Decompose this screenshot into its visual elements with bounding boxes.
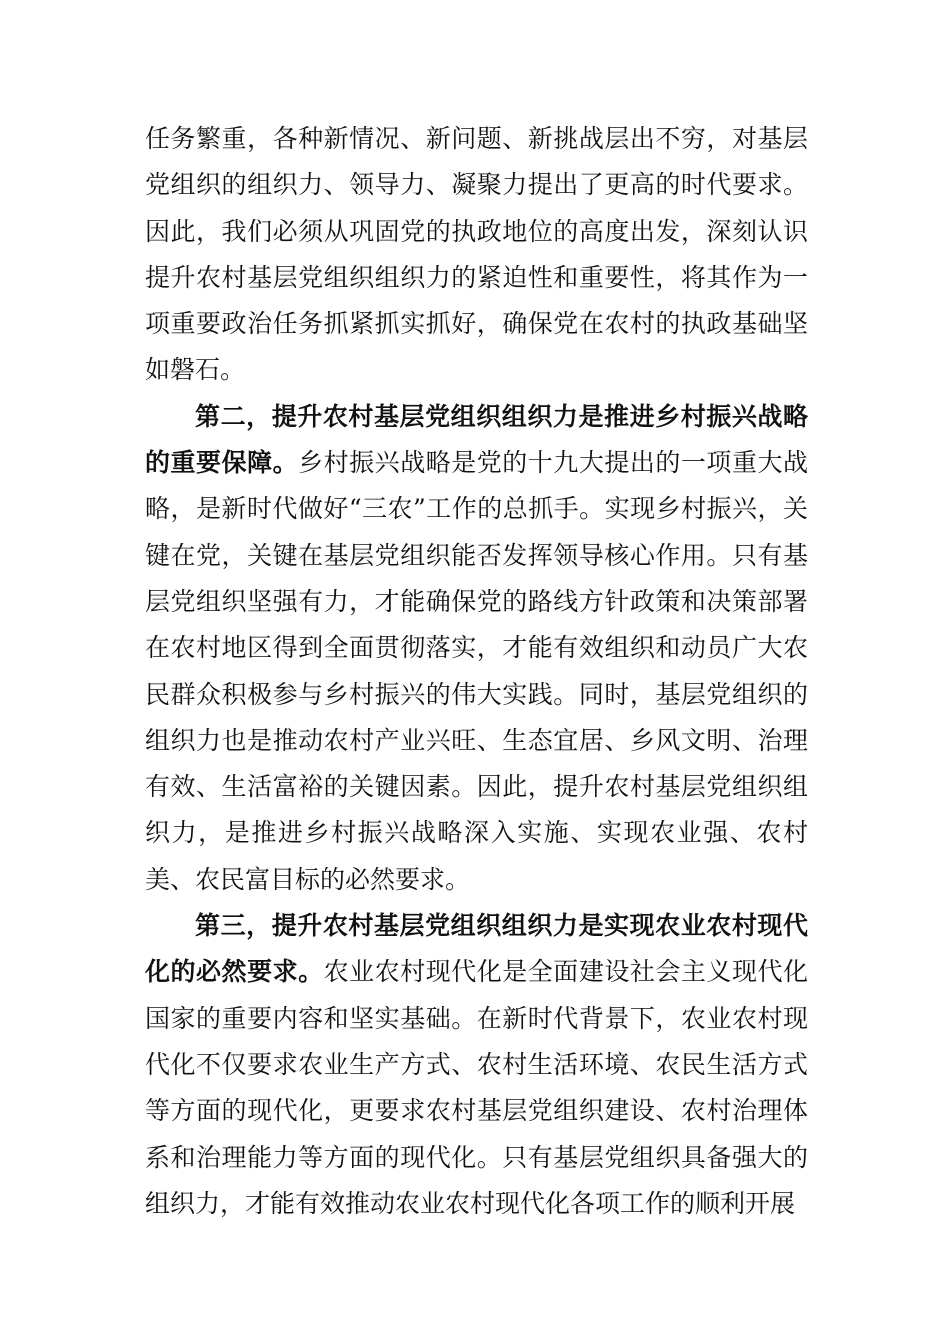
paragraph-3-text: 农业农村现代化是全面建设社会主义现代化国家的重要内容和坚实基础。在新时代背景下，农业农村现代化不仅要求农业生产方式、农村生活环境、农民生活方式等方面的现代化，更要求农村基层党组织建设、农村治理体系和治理能力等方面的现代化。只有基层党组织具备强大的组织力，才能有效推动农业农村现代化各项工作的顺利开展 [145, 957, 808, 1218]
paragraph-3 [145, 903, 808, 1227]
paragraph-2 [145, 394, 808, 903]
paragraph-2-text: 乡村振兴战略是党的十九大提出的一项重大战略，是新时代做好“三农”工作的总抓手。实现乡村振兴，关键在党，关键在基层党组织能否发挥领导核心作用。只有基层党组织坚强有力，才能确保党的路线方针政策和决策部署在农村地区得到全面贯彻落实，才能有效组织和动员广大农民群众积极参与乡村振兴的伟大实践。同时，基层党组织的组织力也是推动农村产业兴旺、生态宜居、乡风文明、治理有效、生活富裕的关键因素。因此，提升农村基层党组织组织力，是推进乡村振兴战略深入实施、实现农业强、农村美、农民富目标的必然要求。 [145, 448, 808, 894]
document-body [145, 116, 808, 1227]
paragraph-1 [145, 116, 808, 394]
paragraph-2-lead: 第二，提升农村基层党组织组织力是推进乡村振兴战略的重要保障。 [145, 401, 808, 478]
paragraph-3-lead: 第三，提升农村基层党组织组织力是实现农业农村现代化的必然要求。 [145, 911, 808, 987]
paragraph-1-text: 任务繁重，各种新情况、新问题、新挑战层出不穷，对基层党组织的组织力、领导力、凝聚力提出了更高的时代要求。因此，我们必须从巩固党的执政地位的高度出发，深刻认识提升农村基层党组织组织力的紧迫性和重要性，将其作为一项重要政治任务抓紧抓实抓好，确保党在农村的执政基础坚如磐石。 [145, 124, 808, 385]
